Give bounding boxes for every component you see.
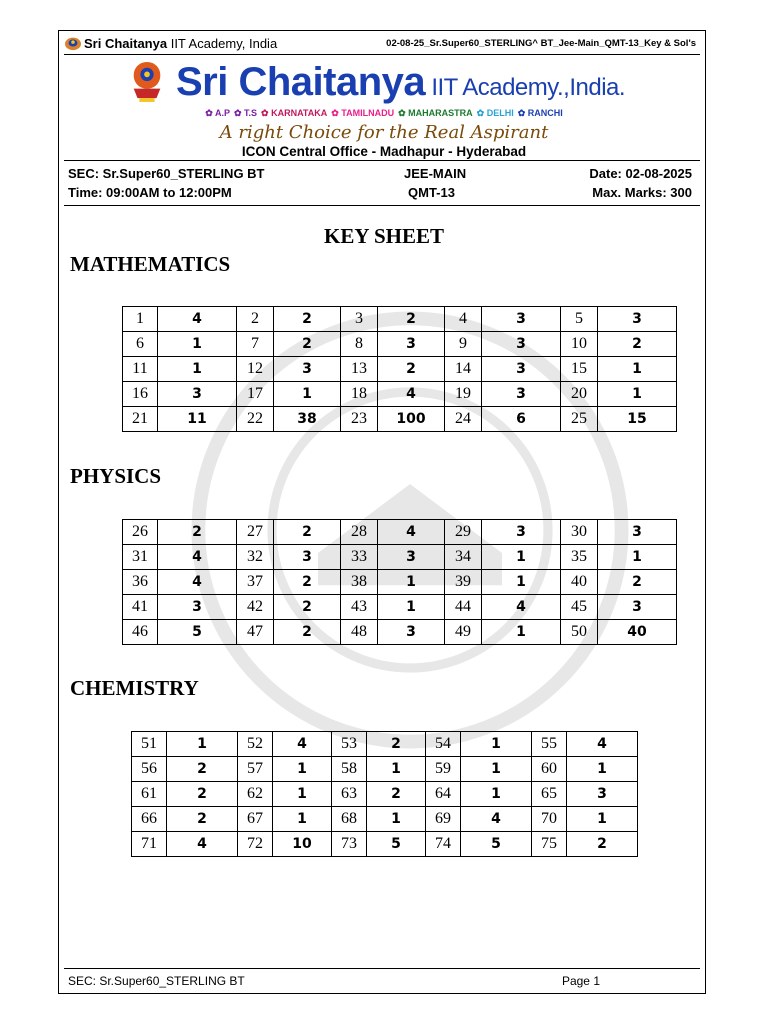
answer-key: 1	[598, 545, 677, 570]
question-number: 69	[426, 807, 461, 832]
question-number: 25	[561, 407, 598, 432]
answer-key: 2	[274, 620, 341, 645]
answer-key: 2	[158, 520, 237, 545]
campus-state-1	[234, 108, 257, 118]
answer-key: 3	[482, 332, 561, 357]
question-number: 31	[123, 545, 158, 570]
question-number: 37	[237, 570, 274, 595]
section-title-chemistry: CHEMISTRY	[70, 676, 199, 700]
answer-key: 4	[167, 832, 238, 857]
question-number: 30	[561, 520, 598, 545]
campus-state-label: DELHI	[486, 108, 514, 118]
campus-state-label: KARNATAKA	[271, 108, 328, 118]
question-number: 36	[123, 570, 158, 595]
question-number: 35	[561, 545, 598, 570]
table-row	[132, 757, 638, 782]
table-row	[123, 570, 677, 595]
answer-key: 2	[274, 332, 341, 357]
flower-bullet-icon: ✿	[476, 108, 487, 118]
question-number: 15	[561, 357, 598, 382]
table-row	[123, 545, 677, 570]
answer-key: 1	[367, 807, 426, 832]
answer-key: 10	[273, 832, 332, 857]
question-number: 22	[237, 407, 274, 432]
question-number: 63	[332, 782, 367, 807]
answer-key: 4	[158, 307, 237, 332]
answer-key: 4	[158, 545, 237, 570]
answer-key: 2	[274, 570, 341, 595]
question-number: 60	[532, 757, 567, 782]
answer-key: 2	[167, 757, 238, 782]
table-row	[123, 332, 677, 357]
table-row	[123, 620, 677, 645]
campus-state-label: T.S	[244, 108, 258, 118]
campus-state-3	[331, 108, 394, 118]
page-title: KEY SHEET	[323, 224, 444, 248]
table-row	[123, 307, 677, 332]
question-number: 53	[332, 732, 367, 757]
flower-bullet-icon: ✿	[205, 108, 215, 118]
answer-key: 3	[158, 382, 237, 407]
answer-key: 1	[378, 570, 445, 595]
question-number: 5	[561, 307, 598, 332]
answer-key: 38	[274, 407, 341, 432]
flower-bullet-icon: ✿	[233, 108, 245, 118]
answer-key: 5	[367, 832, 426, 857]
question-number: 16	[123, 382, 158, 407]
answer-key: 3	[598, 520, 677, 545]
question-number: 10	[561, 332, 598, 357]
answer-key: 1	[461, 732, 532, 757]
question-number: 70	[532, 807, 567, 832]
campus-states	[0, 108, 768, 119]
question-number: 27	[237, 520, 274, 545]
answer-key: 4	[273, 732, 332, 757]
answer-key: 3	[598, 595, 677, 620]
table-row	[132, 732, 638, 757]
question-number: 18	[341, 382, 378, 407]
question-number: 21	[123, 407, 158, 432]
answer-key: 2	[274, 307, 341, 332]
table-row	[132, 832, 638, 857]
exam-info-bar	[64, 160, 700, 206]
answer-key: 1	[567, 757, 638, 782]
answer-key: 1	[274, 382, 341, 407]
answer-key: 2	[598, 332, 677, 357]
answer-key: 3	[482, 357, 561, 382]
answer-key: 4	[158, 570, 237, 595]
flower-bullet-icon: ✿	[261, 108, 272, 118]
answer-key: 11	[158, 407, 237, 432]
answer-key: 6	[482, 407, 561, 432]
question-number: 45	[561, 595, 598, 620]
question-number: 29	[445, 520, 482, 545]
campus-state-label: A.P	[214, 108, 230, 118]
answer-key: 1	[482, 570, 561, 595]
question-number: 75	[532, 832, 567, 857]
question-number: 19	[445, 382, 482, 407]
question-number: 42	[237, 595, 274, 620]
answer-key: 4	[378, 520, 445, 545]
institution-emblem-icon	[128, 60, 166, 104]
page-number: Page 1	[561, 974, 600, 988]
question-number: 23	[341, 407, 378, 432]
exam-name: JEE-MAIN	[404, 166, 467, 181]
question-number: 48	[341, 620, 378, 645]
question-number: 65	[532, 782, 567, 807]
answer-key: 3	[158, 595, 237, 620]
campus-state-6	[518, 108, 563, 118]
institution-title: Sri Chaitanya IIT Academy.,India.	[176, 60, 626, 104]
question-number: 33	[341, 545, 378, 570]
tagline: A right Choice for the Real Aspirant	[219, 122, 549, 143]
question-number: 9	[445, 332, 482, 357]
question-number: 39	[445, 570, 482, 595]
section-label: SEC: Sr.Super60_STERLING BT	[68, 166, 265, 181]
answer-key: 3	[482, 307, 561, 332]
question-number: 67	[238, 807, 273, 832]
question-number: 54	[426, 732, 461, 757]
answer-key: 3	[378, 620, 445, 645]
answer-key: 4	[567, 732, 638, 757]
answer-key: 1	[273, 757, 332, 782]
campus-state-2	[261, 108, 327, 118]
section-title-physics: PHYSICS	[70, 464, 162, 488]
table-row	[132, 807, 638, 832]
question-number: 58	[332, 757, 367, 782]
answer-key: 1	[598, 357, 677, 382]
answer-key: 3	[598, 307, 677, 332]
question-number: 62	[238, 782, 273, 807]
question-number: 6	[123, 332, 158, 357]
answer-key: 5	[158, 620, 237, 645]
answer-key: 1	[461, 782, 532, 807]
answer-key: 1	[167, 732, 238, 757]
answer-key: 1	[273, 807, 332, 832]
answer-key: 2	[567, 832, 638, 857]
question-number: 56	[132, 757, 167, 782]
brand-name: Sri Chaitanya IIT Academy, India	[84, 36, 278, 51]
campus-state-4	[398, 108, 473, 118]
question-number: 52	[238, 732, 273, 757]
answer-key: 2	[367, 782, 426, 807]
page-footer	[64, 968, 700, 991]
answer-key: 1	[461, 757, 532, 782]
test-code: QMT-13	[408, 185, 455, 200]
question-number: 46	[123, 620, 158, 645]
question-number: 7	[237, 332, 274, 357]
table-row	[123, 357, 677, 382]
running-header	[64, 34, 700, 55]
question-number: 43	[341, 595, 378, 620]
answer-key: 1	[273, 782, 332, 807]
question-number: 11	[123, 357, 158, 382]
answer-key: 4	[378, 382, 445, 407]
question-number: 66	[132, 807, 167, 832]
answer-key: 1	[158, 357, 237, 382]
question-number: 47	[237, 620, 274, 645]
exam-time: Time: 09:00AM to 12:00PM	[68, 185, 232, 200]
answer-key: 2	[367, 732, 426, 757]
answer-key: 2	[378, 307, 445, 332]
question-number: 50	[561, 620, 598, 645]
answer-key: 40	[598, 620, 677, 645]
answer-key: 1	[482, 620, 561, 645]
question-number: 26	[123, 520, 158, 545]
answer-key: 4	[461, 807, 532, 832]
question-number: 3	[341, 307, 378, 332]
question-number: 51	[132, 732, 167, 757]
flower-bullet-icon: ✿	[398, 108, 409, 118]
answer-key: 3	[274, 545, 341, 570]
question-number: 41	[123, 595, 158, 620]
key-table-chemistry	[131, 731, 638, 857]
answer-key: 2	[274, 520, 341, 545]
section-title-mathematics: MATHEMATICS	[70, 252, 231, 276]
answer-key: 3	[567, 782, 638, 807]
question-number: 73	[332, 832, 367, 857]
question-number: 38	[341, 570, 378, 595]
question-number: 4	[445, 307, 482, 332]
table-row	[123, 520, 677, 545]
answer-key: 2	[167, 782, 238, 807]
table-row	[132, 782, 638, 807]
answer-key: 4	[482, 595, 561, 620]
answer-key: 100	[378, 407, 445, 432]
question-number: 12	[237, 357, 274, 382]
question-number: 68	[332, 807, 367, 832]
question-number: 32	[237, 545, 274, 570]
campus-state-label: TAMILNADU	[341, 108, 395, 118]
question-number: 24	[445, 407, 482, 432]
answer-key: 1	[378, 595, 445, 620]
question-number: 59	[426, 757, 461, 782]
answer-key: 2	[167, 807, 238, 832]
flower-bullet-icon: ✿	[331, 108, 342, 118]
answer-key: 2	[598, 570, 677, 595]
flower-bullet-icon: ✿	[517, 108, 528, 118]
campus-state-label: MAHARASTRA	[408, 108, 473, 118]
question-number: 20	[561, 382, 598, 407]
answer-key: 3	[378, 332, 445, 357]
question-number: 1	[123, 307, 158, 332]
answer-key: 1	[367, 757, 426, 782]
max-marks: Max. Marks: 300	[592, 185, 692, 200]
question-number: 17	[237, 382, 274, 407]
answer-key: 1	[158, 332, 237, 357]
footer-section: SEC: Sr.Super60_STERLING BT	[68, 974, 245, 988]
answer-key: 3	[378, 545, 445, 570]
question-number: 64	[426, 782, 461, 807]
campus-state-label: RANCHI	[527, 108, 563, 118]
question-number: 61	[132, 782, 167, 807]
campus-state-0	[205, 108, 230, 118]
question-number: 13	[341, 357, 378, 382]
campus-state-5	[477, 108, 514, 118]
question-number: 8	[341, 332, 378, 357]
office-address: ICON Central Office - Madhapur - Hyderabad	[241, 144, 527, 159]
brand-logo-icon	[64, 35, 82, 51]
question-number: 28	[341, 520, 378, 545]
key-table-physics	[122, 519, 677, 645]
question-number: 55	[532, 732, 567, 757]
answer-key: 5	[461, 832, 532, 857]
table-row	[123, 382, 677, 407]
question-number: 49	[445, 620, 482, 645]
question-number: 57	[238, 757, 273, 782]
table-row	[123, 407, 677, 432]
question-number: 14	[445, 357, 482, 382]
answer-key: 3	[482, 382, 561, 407]
question-number: 72	[238, 832, 273, 857]
question-number: 2	[237, 307, 274, 332]
answer-key: 1	[482, 545, 561, 570]
answer-key: 1	[567, 807, 638, 832]
question-number: 40	[561, 570, 598, 595]
question-number: 71	[132, 832, 167, 857]
exam-date: Date: 02-08-2025	[589, 166, 692, 181]
answer-key: 3	[274, 357, 341, 382]
answer-key: 15	[598, 407, 677, 432]
file-reference: 02-08-25_Sr.Super60_STERLING^ BT_Jee-Main_QMT-13_Key & Sol's	[386, 38, 696, 49]
answer-key: 3	[482, 520, 561, 545]
answer-key: 1	[598, 382, 677, 407]
question-number: 44	[445, 595, 482, 620]
table-row	[123, 595, 677, 620]
answer-key: 2	[274, 595, 341, 620]
question-number: 34	[445, 545, 482, 570]
question-number: 74	[426, 832, 461, 857]
key-table-mathematics	[122, 306, 677, 432]
answer-key: 2	[378, 357, 445, 382]
